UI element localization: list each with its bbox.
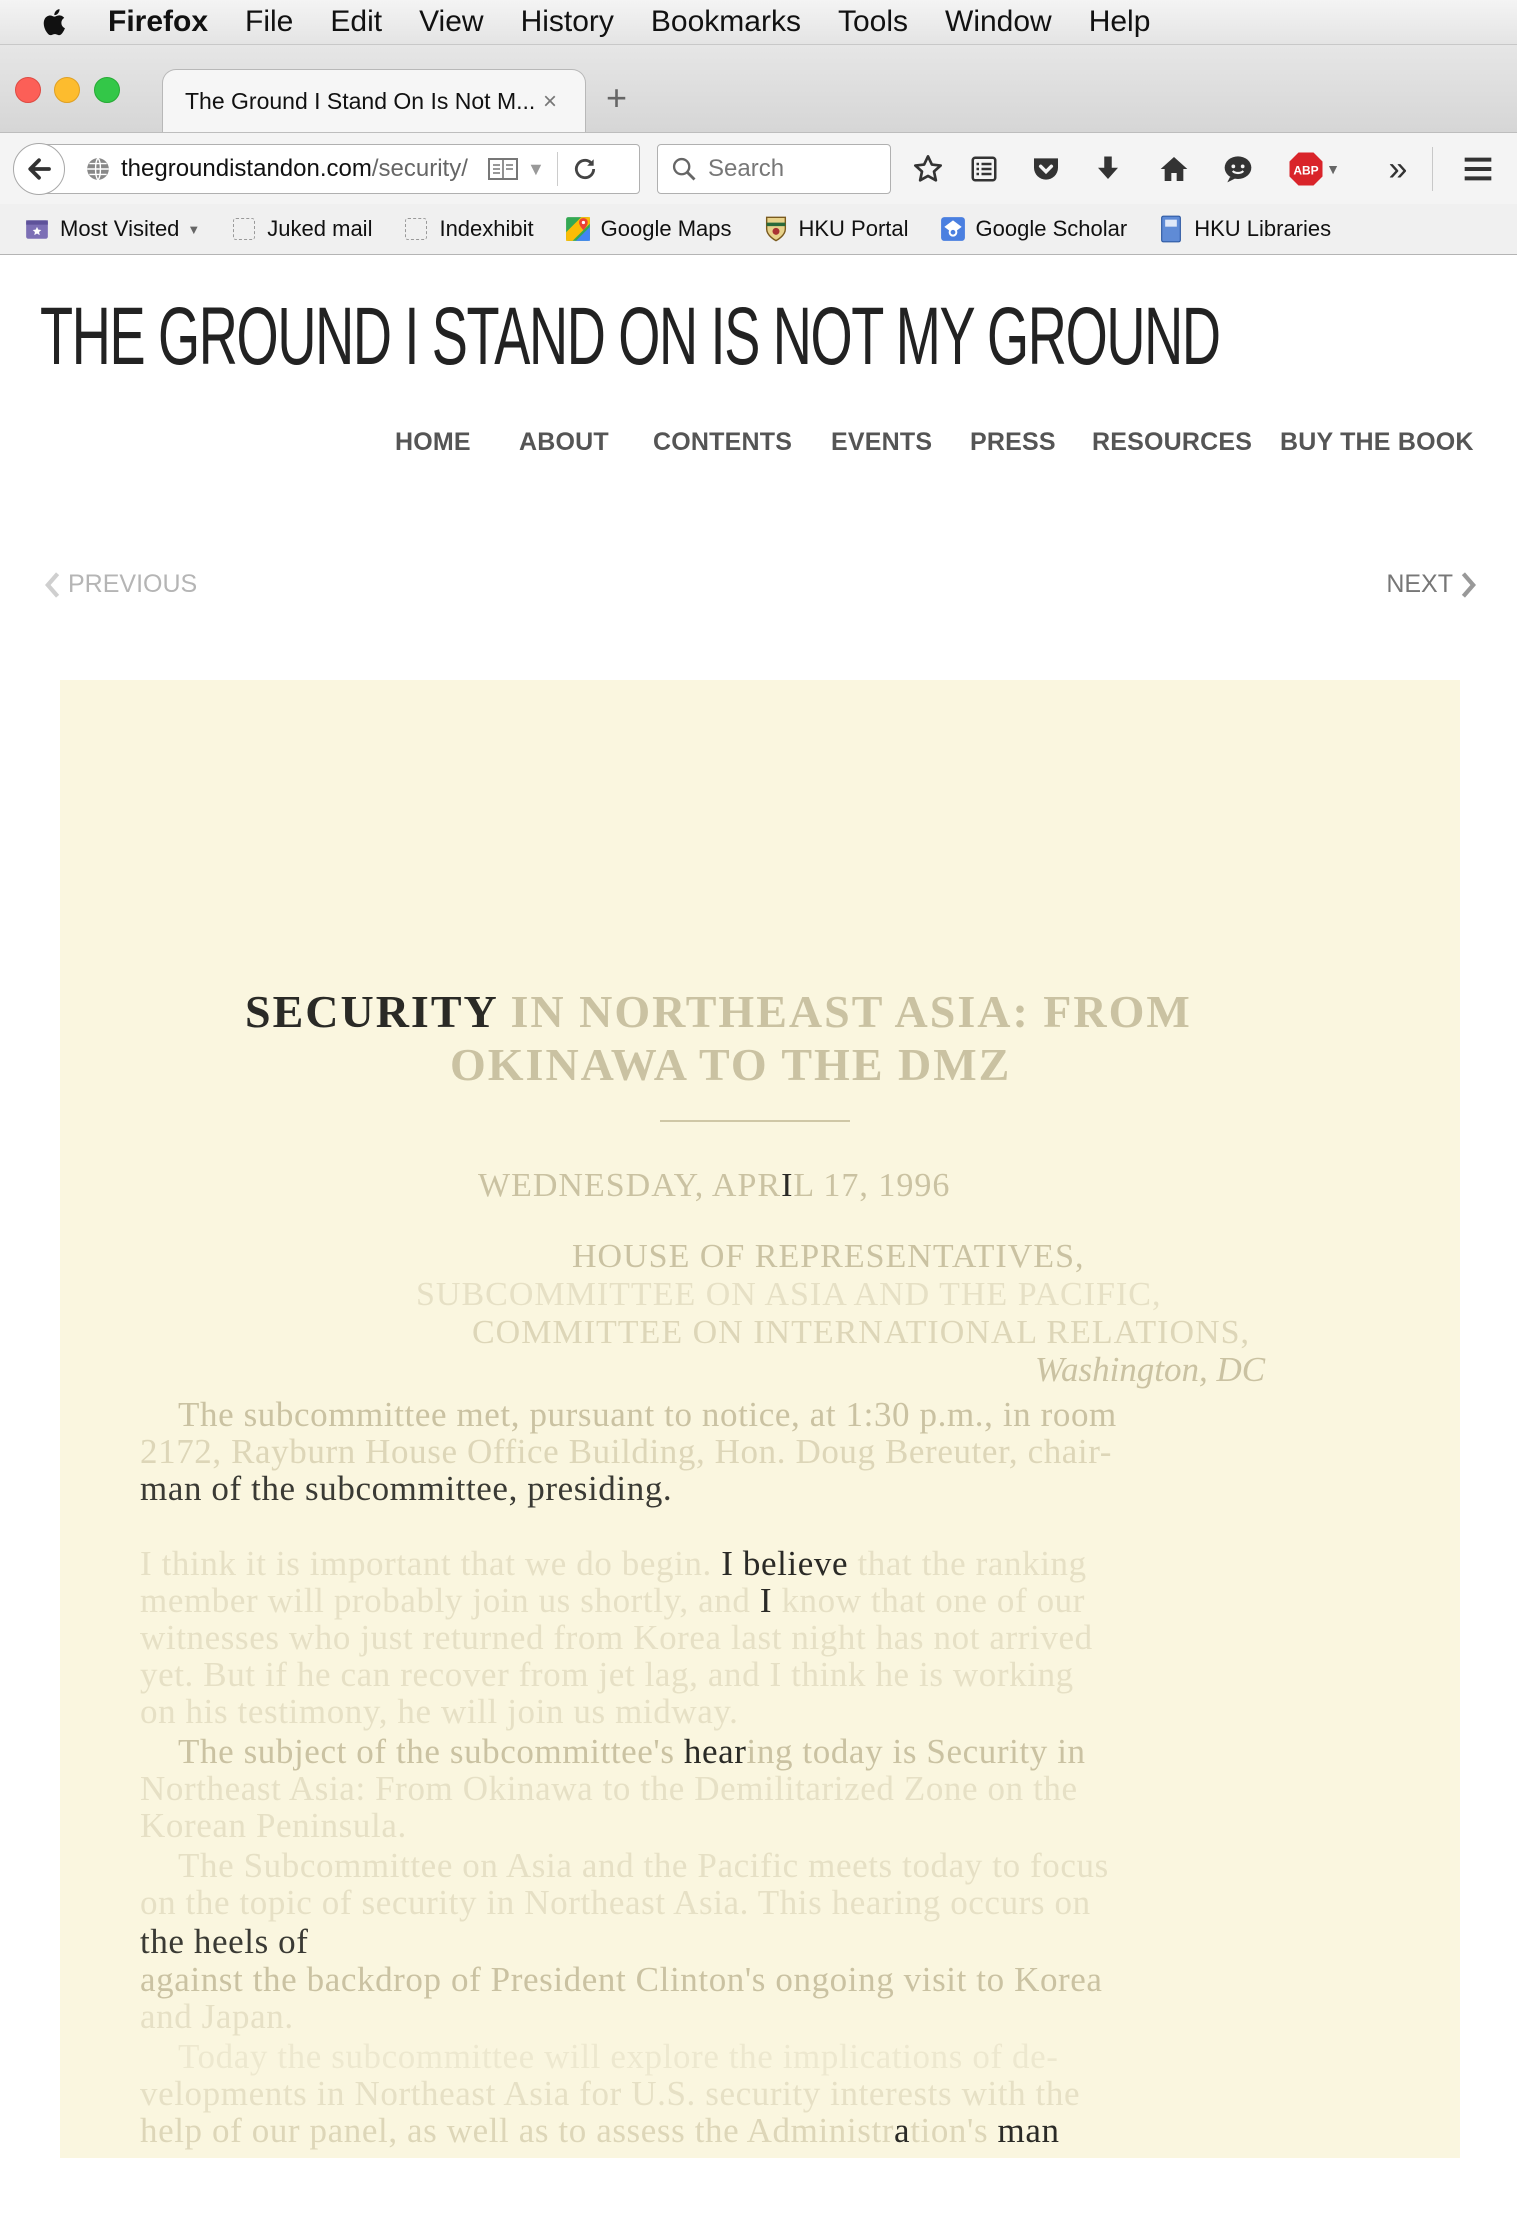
tab-close-icon[interactable]: × [543,87,558,115]
apple-logo-icon[interactable] [38,5,72,39]
back-button[interactable] [13,143,65,195]
next-link[interactable] [1386,570,1479,599]
bookmark-star-icon[interactable] [910,151,946,187]
bookmark-google-scholar[interactable] [940,216,1128,242]
home-icon[interactable] [1156,151,1192,187]
nav-buy-the-book[interactable]: BUY THE BOOK [1280,428,1474,456]
reload-icon[interactable] [572,156,598,182]
scan-p3-line-1: The subject of the subcommittee's hearing today is Security in [178,1732,1086,1771]
bookmark-label: Google Maps [600,216,732,241]
scan-subcommittee: SUBCOMMITTEE ON ASIA AND THE PACIFIC, [416,1276,1162,1313]
nav-events[interactable]: EVENTS [831,428,933,456]
new-tab-button[interactable]: + [606,77,628,118]
chevron-down-icon: ▼ [187,221,201,237]
blank-bookmark-icon [231,216,257,242]
macos-menu-bar [0,0,1517,45]
scan-p3-line-2: Northeast Asia: From Okinawa to the Demilitarized Zone on the [140,1769,1078,1808]
menu-view[interactable]: View [419,5,484,38]
scan-p3-line-3: Korean Peninsula. [140,1806,407,1845]
navigation-toolbar [0,132,1517,205]
tab-title: The Ground I Stand On Is Not M... [185,88,535,114]
abp-label: ABP [1293,163,1319,178]
book-icon [1158,216,1184,242]
scan-p1-line-2: 2172, Rayburn House Office Building, Hon. Doug Bereuter, chair- [140,1432,1113,1471]
adblock-plus-icon[interactable] [1284,151,1344,187]
window-zoom-button[interactable] [94,77,120,103]
scan-p2-line-2: member will probably join us shortly, and I know that one of our [140,1581,1086,1620]
menu-firefox[interactable]: Firefox [108,5,209,38]
scan-p4-line-2: on the topic of security in Northeast Asia. This hearing occurs on [140,1883,1091,1922]
scan-heading-line-1: SECURITY IN NORTHEAST ASIA: FROM [245,986,1192,1037]
menu-history[interactable]: History [520,5,614,38]
scan-p4-line-3: the heels of [140,1922,309,1961]
reader-view-icon[interactable] [487,156,519,182]
chat-icon[interactable] [1220,151,1256,187]
bookmark-label: Juked mail [267,216,373,241]
bookmark-label: Indexhibit [439,216,534,241]
google-scholar-icon [940,216,966,242]
menu-help[interactable]: Help [1088,5,1151,38]
scan-p4-line-5: and Japan. [140,1997,294,2036]
url-text[interactable] [121,155,481,183]
scan-p2-line-1: I think it is important that we do begin. I believe that the ranking [140,1544,1087,1583]
google-maps-icon [565,216,591,242]
most-visited-icon [24,216,50,242]
window-close-button[interactable] [15,77,41,103]
search-icon [670,155,698,183]
globe-icon [85,156,111,182]
scan-p2-line-5: on his testimony, he will join us midway. [140,1692,739,1731]
bookmark-label: HKU Libraries [1194,216,1332,241]
bookmark-juked-mail[interactable] [231,216,372,242]
search-bar[interactable] [657,144,891,194]
nav-resources[interactable]: RESOURCES [1092,428,1253,456]
pocket-icon[interactable] [1028,151,1064,187]
scan-p1-line-3: man of the subcommittee, presiding. [140,1469,673,1508]
nav-press[interactable]: PRESS [970,428,1056,456]
bookmark-label: HKU Portal [798,216,909,241]
hku-crest-icon [763,216,789,242]
bookmark-label: Most Visited [60,216,180,241]
scan-p2-line-4: yet. But if he can recover from jet lag, and I think he is working [140,1655,1074,1694]
scan-p5-line-3: help of our panel, as well as to assess the Administration's man [140,2111,1060,2150]
scanned-document-image [60,680,1460,2158]
adblock-dropdown-icon[interactable]: ▼ [1326,161,1340,177]
url-bar[interactable] [42,144,640,194]
scan-heading-line-2: OKINAWA TO THE DMZ [450,1039,1012,1090]
chevron-right-icon [1459,571,1479,599]
url-path: /security/ [371,155,468,182]
url-separator [557,152,558,186]
bookmark-hku-portal[interactable] [763,216,909,242]
scan-p2-line-3: witnesses who just returned from Korea last night has not arrived [140,1618,1093,1657]
scan-committee: COMMITTEE ON INTERNATIONAL RELATIONS, [472,1314,1250,1351]
bookmark-label: Google Scholar [975,216,1128,241]
scan-p5-line-1: Today the subcommittee will explore the implications of de- [178,2037,1059,2076]
hamburger-menu-icon[interactable] [1460,151,1496,187]
menu-bookmarks[interactable]: Bookmarks [650,5,801,38]
bookmark-most-visited[interactable] [24,216,200,242]
menu-edit[interactable]: Edit [330,5,383,38]
chevron-left-icon [42,571,62,599]
previous-link[interactable] [42,570,197,599]
window-minimize-button[interactable] [54,77,80,103]
scan-rule [660,1120,850,1122]
bookmarks-toolbar [0,204,1517,255]
reading-list-icon[interactable] [966,151,1002,187]
scan-house: HOUSE OF REPRESENTATIVES, [572,1238,1085,1275]
site-title[interactable]: THE GROUND I STAND ON IS NOT MY GROUND [40,291,1220,382]
browser-tab-active[interactable] [162,69,586,133]
bookmark-indexhibit[interactable] [403,216,533,242]
scan-p4-line-1: The Subcommittee on Asia and the Pacific meets today to focus [178,1846,1109,1885]
url-domain: thegroundistandon.com [121,155,372,182]
bookmark-hku-libraries[interactable] [1158,216,1331,242]
blank-bookmark-icon [403,216,429,242]
scan-p4-line-4: against the backdrop of President Clinton's ongoing visit to Korea [140,1960,1103,1999]
tab-strip [0,45,1517,132]
bookmark-google-maps[interactable] [565,216,732,242]
overflow-chevron-icon[interactable]: » [1388,149,1408,188]
previous-label: PREVIOUS [68,570,198,598]
url-dropdown-icon[interactable]: ▼ [527,158,545,179]
search-input[interactable] [706,154,880,184]
scan-date: WEDNESDAY, APRIL 17, 1996 [478,1167,951,1204]
nav-home[interactable]: HOME [395,428,471,456]
downloads-icon[interactable] [1090,151,1126,187]
menu-tools[interactable]: Tools [837,5,908,38]
scan-p1-line-1: The subcommittee met, pursuant to notice, at 1:30 p.m., in room [178,1395,1117,1434]
back-arrow-icon [24,154,54,184]
site-navigation [0,428,1517,462]
toolbar-separator [1432,147,1433,191]
nav-about[interactable]: ABOUT [519,428,609,456]
scan-place: Washington, DC [1035,1350,1266,1389]
menu-window[interactable]: Window [945,5,1052,38]
menu-file[interactable]: File [245,5,294,38]
next-label: NEXT [1386,570,1453,598]
scan-p5-line-2: velopments in Northeast Asia for U.S. security interests with the [140,2074,1081,2113]
nav-contents[interactable]: CONTENTS [653,428,793,456]
